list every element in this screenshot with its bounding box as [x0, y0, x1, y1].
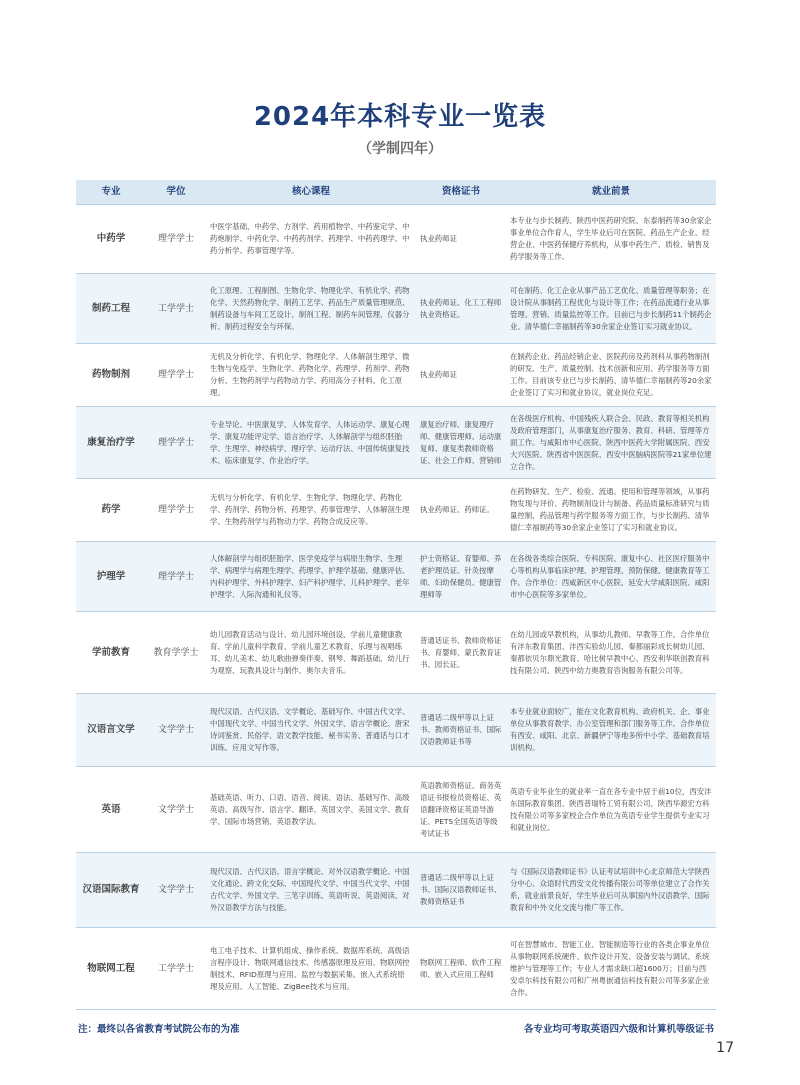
career-prospects: 英语专业毕业生的就业率一直在各专业中居于前10位，西安沣东国际教育集团、陕西普瑞特工贸有限公司、陕西华源宏方科技有限公司等多家校企合作单位为英语专业学生提供专业实习和就业岗位。 [506, 767, 716, 853]
career-prospects: 在幼儿园或早教机构，从事幼儿教师、早教等工作。合作单位有沣东教育集团、沣西实验幼儿园、秦都丽彩成长树幼儿园、秦都依贝尔鼎光教育、哈比树早教中心、西安利华联创教育科技有限公司、陕西中幼力奥教育咨询服务有限公司等。 [506, 612, 716, 694]
degree: 理学学士 [146, 542, 206, 612]
major-name: 制药工程 [76, 274, 146, 344]
certificates: 普通话二级甲等以上证书、教师资格证书、国际汉语教师证书等 [416, 694, 506, 767]
core-courses: 无机与分析化学、有机化学、生物化学、物理化学、药物化学、药剂学、药物分析、药理学、药事管理学、人体解剖生理学、生物药剂学与药物动力学、药物合成反应等。 [206, 479, 416, 542]
table-header-row [76, 180, 716, 205]
table-row [76, 928, 716, 1010]
major-name: 护理学 [76, 542, 146, 612]
major-name: 英语 [76, 767, 146, 853]
certificates: 物联网工程师、软件工程师、嵌入式应用工程师 [416, 928, 506, 1010]
degree: 理学学士 [146, 479, 206, 542]
certificates: 执业药师证 [416, 344, 506, 407]
certificates: 护士资格证、育婴师、养老护理员证、针灸按摩师、妇幼保健员、健康管理师等 [416, 542, 506, 612]
header-courses: 核心课程 [206, 180, 416, 205]
core-courses: 无机及分析化学、有机化学、物理化学、人体解剖生理学、微生物与免疫学、生物化学、药物化学、药理学、药剂学、药物分析、生物药剂学与药物动力学、药用高分子材料、化工原理。 [206, 344, 416, 407]
core-courses: 幼儿园教育活动与设计、幼儿园环境创设、学前儿童健康教育、学前儿童科学教育、学前儿童艺术教育、乐理与视唱练耳、幼儿美术、幼儿歌曲弹奏伴奏、钢琴、舞蹈基础、幼儿行为观察、玩教具设计与制作、奥尔夫音乐。 [206, 612, 416, 694]
career-prospects: 与《国际汉语教师证书》认证考试培训中心北京师范大学陕西分中心、众语时代西安文化传播有限公司等单位建立了合作关系，就业前景良好，学生毕业后可从事国内外汉语教学、国际教育和中外文化交流与推广等工作。 [506, 853, 716, 928]
degree: 工学学士 [146, 928, 206, 1010]
career-prospects: 可在智慧城市、智能工业、智能制造等行业的各类企事业单位从事物联网系统硬件、软件设计开发、设备安装与调试、系统维护与管理等工作；专业人才需求缺口超1600万；目前与西安卓尔科技有限公司和广州粤嵌通信科技有限公司等多家企业合作。 [506, 928, 716, 1010]
majors-table [76, 180, 716, 1010]
career-prospects: 本专业就业面较广，能在文化教育机构、政府机关、企、事业单位从事教育教学、办公室管理和部门服务等工作。合作单位有西安、咸阳、北京、新疆伊宁等地多所中小学、基础教育培训机构。 [506, 694, 716, 767]
page-title: 2024年本科专业一览表 [253, 102, 547, 132]
major-name: 物联网工程 [76, 928, 146, 1010]
major-name: 药学 [76, 479, 146, 542]
core-courses: 现代汉语、古代汉语、语言学概论、对外汉语教学概论、中国文化通论、跨文化交际、中国现代文学、中国当代文学、中国古代文学、外国文学、三笔字训练、英语听说、英语阅读、对外汉语教学方法与技能。 [206, 853, 416, 928]
page-subtitle: （学制四年） [358, 141, 442, 157]
table-row [76, 853, 716, 928]
certificates: 执业药师证、药师证。 [416, 479, 506, 542]
core-courses: 化工原理、工程制图、生物化学、物理化学、有机化学、药物化学、天然药物化学、制药工艺学、药品生产质量管理规范、制药设备与车间工艺设计、制剂工程、制药车间管理、仪器分析、制药过程安全与环保。 [206, 274, 416, 344]
table-row [76, 344, 716, 407]
major-name: 汉语国际教育 [76, 853, 146, 928]
career-prospects: 本专业与步长制药、陕西中医药研究院、东泰制药等30余家企事业单位合作育人，学生毕业后可在医院、药品生产企业、经营企业、中医药保健疗养机构，从事中药生产、质检、销售及药学服务等工作。 [506, 205, 716, 274]
core-courses: 专业导论、中医康复学、人体发育学、人体运动学、康复心理学、康复功能评定学、语言治疗学、人体解剖学与组织胚胎学、生理学、神经病学、理疗学、运动疗法、中国传统康复技术、临床康复学、作业治疗学。 [206, 407, 416, 479]
degree: 理学学士 [146, 407, 206, 479]
degree: 教育学学士 [146, 612, 206, 694]
core-courses: 现代汉语、古代汉语、文学概论、基础写作、中国古代文学、中国现代文学、中国当代文学、外国文学、语言学概论、唐宋诗词鉴赏、民俗学、语文教学技能、秘书实务、普通话与口才训练、应用文写作等。 [206, 694, 416, 767]
career-prospects: 可在制药、化工企业从事产品工艺优化、质量管理等职务；在设计院从事制药工程优化与设计等工作；在药品流通行业从事管理、营销、质量监控等工作。目前已与步长制药11个制药企业、清华德仁幸福制药等30余家企业签订实习就业协议。 [506, 274, 716, 344]
table-row [76, 542, 716, 612]
career-prospects: 在各级医疗机构、中国残疾人联合会、民政、教育等相关机构及政府管理部门，从事康复治疗服务、教育、科研、管理等方面工作。与咸阳市中心医院、陕西中医药大学附属医院、西安大兴医院、陕西省中医医院、西安中医脑病医院等21家单位建立合作。 [506, 407, 716, 479]
table-row [76, 407, 716, 479]
major-name: 中药学 [76, 205, 146, 274]
footnote: 注：最终以各省教育考试院公布的为准 [78, 1024, 240, 1035]
degree: 文学学士 [146, 853, 206, 928]
certificate-note: 各专业均可考取英语四六级和计算机等级证书 [523, 1024, 714, 1035]
certificates: 执业药师证 [416, 205, 506, 274]
page-number: 17 [716, 1040, 734, 1056]
header-cert: 资格证书 [416, 180, 506, 205]
certificates: 英语教师资格证、商务英语证书报检员资格证、英语翻译资格证英语导游证、PETS全国英语等级考试证书 [416, 767, 506, 853]
major-name: 康复治疗学 [76, 407, 146, 479]
table-row [76, 479, 716, 542]
header-major: 专业 [76, 180, 146, 205]
major-name: 学前教育 [76, 612, 146, 694]
certificates: 执业药师证、化工工程师执业资格证。 [416, 274, 506, 344]
table-row [76, 612, 716, 694]
table-row [76, 694, 716, 767]
career-prospects: 在药物研发、生产、检验、流通、使用和管理等领域，从事药物发现与评价、药物制剂设计与制备、药品质量标准研究与质量控制、药品管理与药学服务等方面工作，与步长制药、清华德仁幸福制药等30余家企业签订了实习和就业协议。 [506, 479, 716, 542]
core-courses: 人体解剖学与组织胚胎学、医学免疫学与病原生物学、生理学、病理学与病理生理学、药理学、护理学基础、健康评估、内科护理学、外科护理学、妇产科护理学、儿科护理学、老年护理学、人际沟通和礼仪等。 [206, 542, 416, 612]
degree: 文学学士 [146, 767, 206, 853]
core-courses: 基础英语、听力、口语、语音、阅读、语法、基础写作、高级英语、高级写作、语言学、翻译、英国文学、美国文学、教育学、国际市场营销、英语教学法。 [206, 767, 416, 853]
degree: 理学学士 [146, 205, 206, 274]
table-row [76, 274, 716, 344]
major-name: 汉语言文学 [76, 694, 146, 767]
certificates: 康复治疗师、康复理疗师、健康管理师、运动康复师、康复类教师资格证、社会工作师、营销师 [416, 407, 506, 479]
degree: 文学学士 [146, 694, 206, 767]
header-degree: 学位 [146, 180, 206, 205]
header-career: 就业前景 [506, 180, 716, 205]
major-name: 药物制剂 [76, 344, 146, 407]
certificates: 普通话二级甲等以上证书、国际汉语教师证书、教师资格证书 [416, 853, 506, 928]
table-row [76, 767, 716, 853]
core-courses: 中医学基础、中药学、方剂学、药用植物学、中药鉴定学、中药炮制学、中药化学、中药药剂学、药理学、中药药理学、中药分析学、药事管理学等。 [206, 205, 416, 274]
degree: 工学学士 [146, 274, 206, 344]
certificates: 普通话证书、教师资格证书、育婴师、蒙氏教育证书、园长证。 [416, 612, 506, 694]
career-prospects: 在各级各类综合医院、专科医院、康复中心、社区医疗服务中心等机构从事临床护理、护理管理、预防保健、健康教育等工作。合作单位：西咸新区中心医院、延安大学咸阳医院、咸阳市中心医院等多家单位。 [506, 542, 716, 612]
career-prospects: 在制药企业、药品经销企业、医院药房及药剂科从事药物制剂的研发、生产、质量控制、技术创新和应用、药学服务等方面工作。目前该专业已与步长制药、清华德仁幸福制药等20余家企业签订了实习和就业协议，就业岗位充足。 [506, 344, 716, 407]
table-row [76, 205, 716, 274]
core-courses: 电工电子技术、计算机组成、操作系统、数据库系统、高级语言程序设计、物联网通信技术、传感器原理及应用、物联网控制技术、RFID原理与应用、监控与数据采集、嵌入式系统原理及应用、人工智能、ZigBee技术与应用。 [206, 928, 416, 1010]
degree: 理学学士 [146, 344, 206, 407]
